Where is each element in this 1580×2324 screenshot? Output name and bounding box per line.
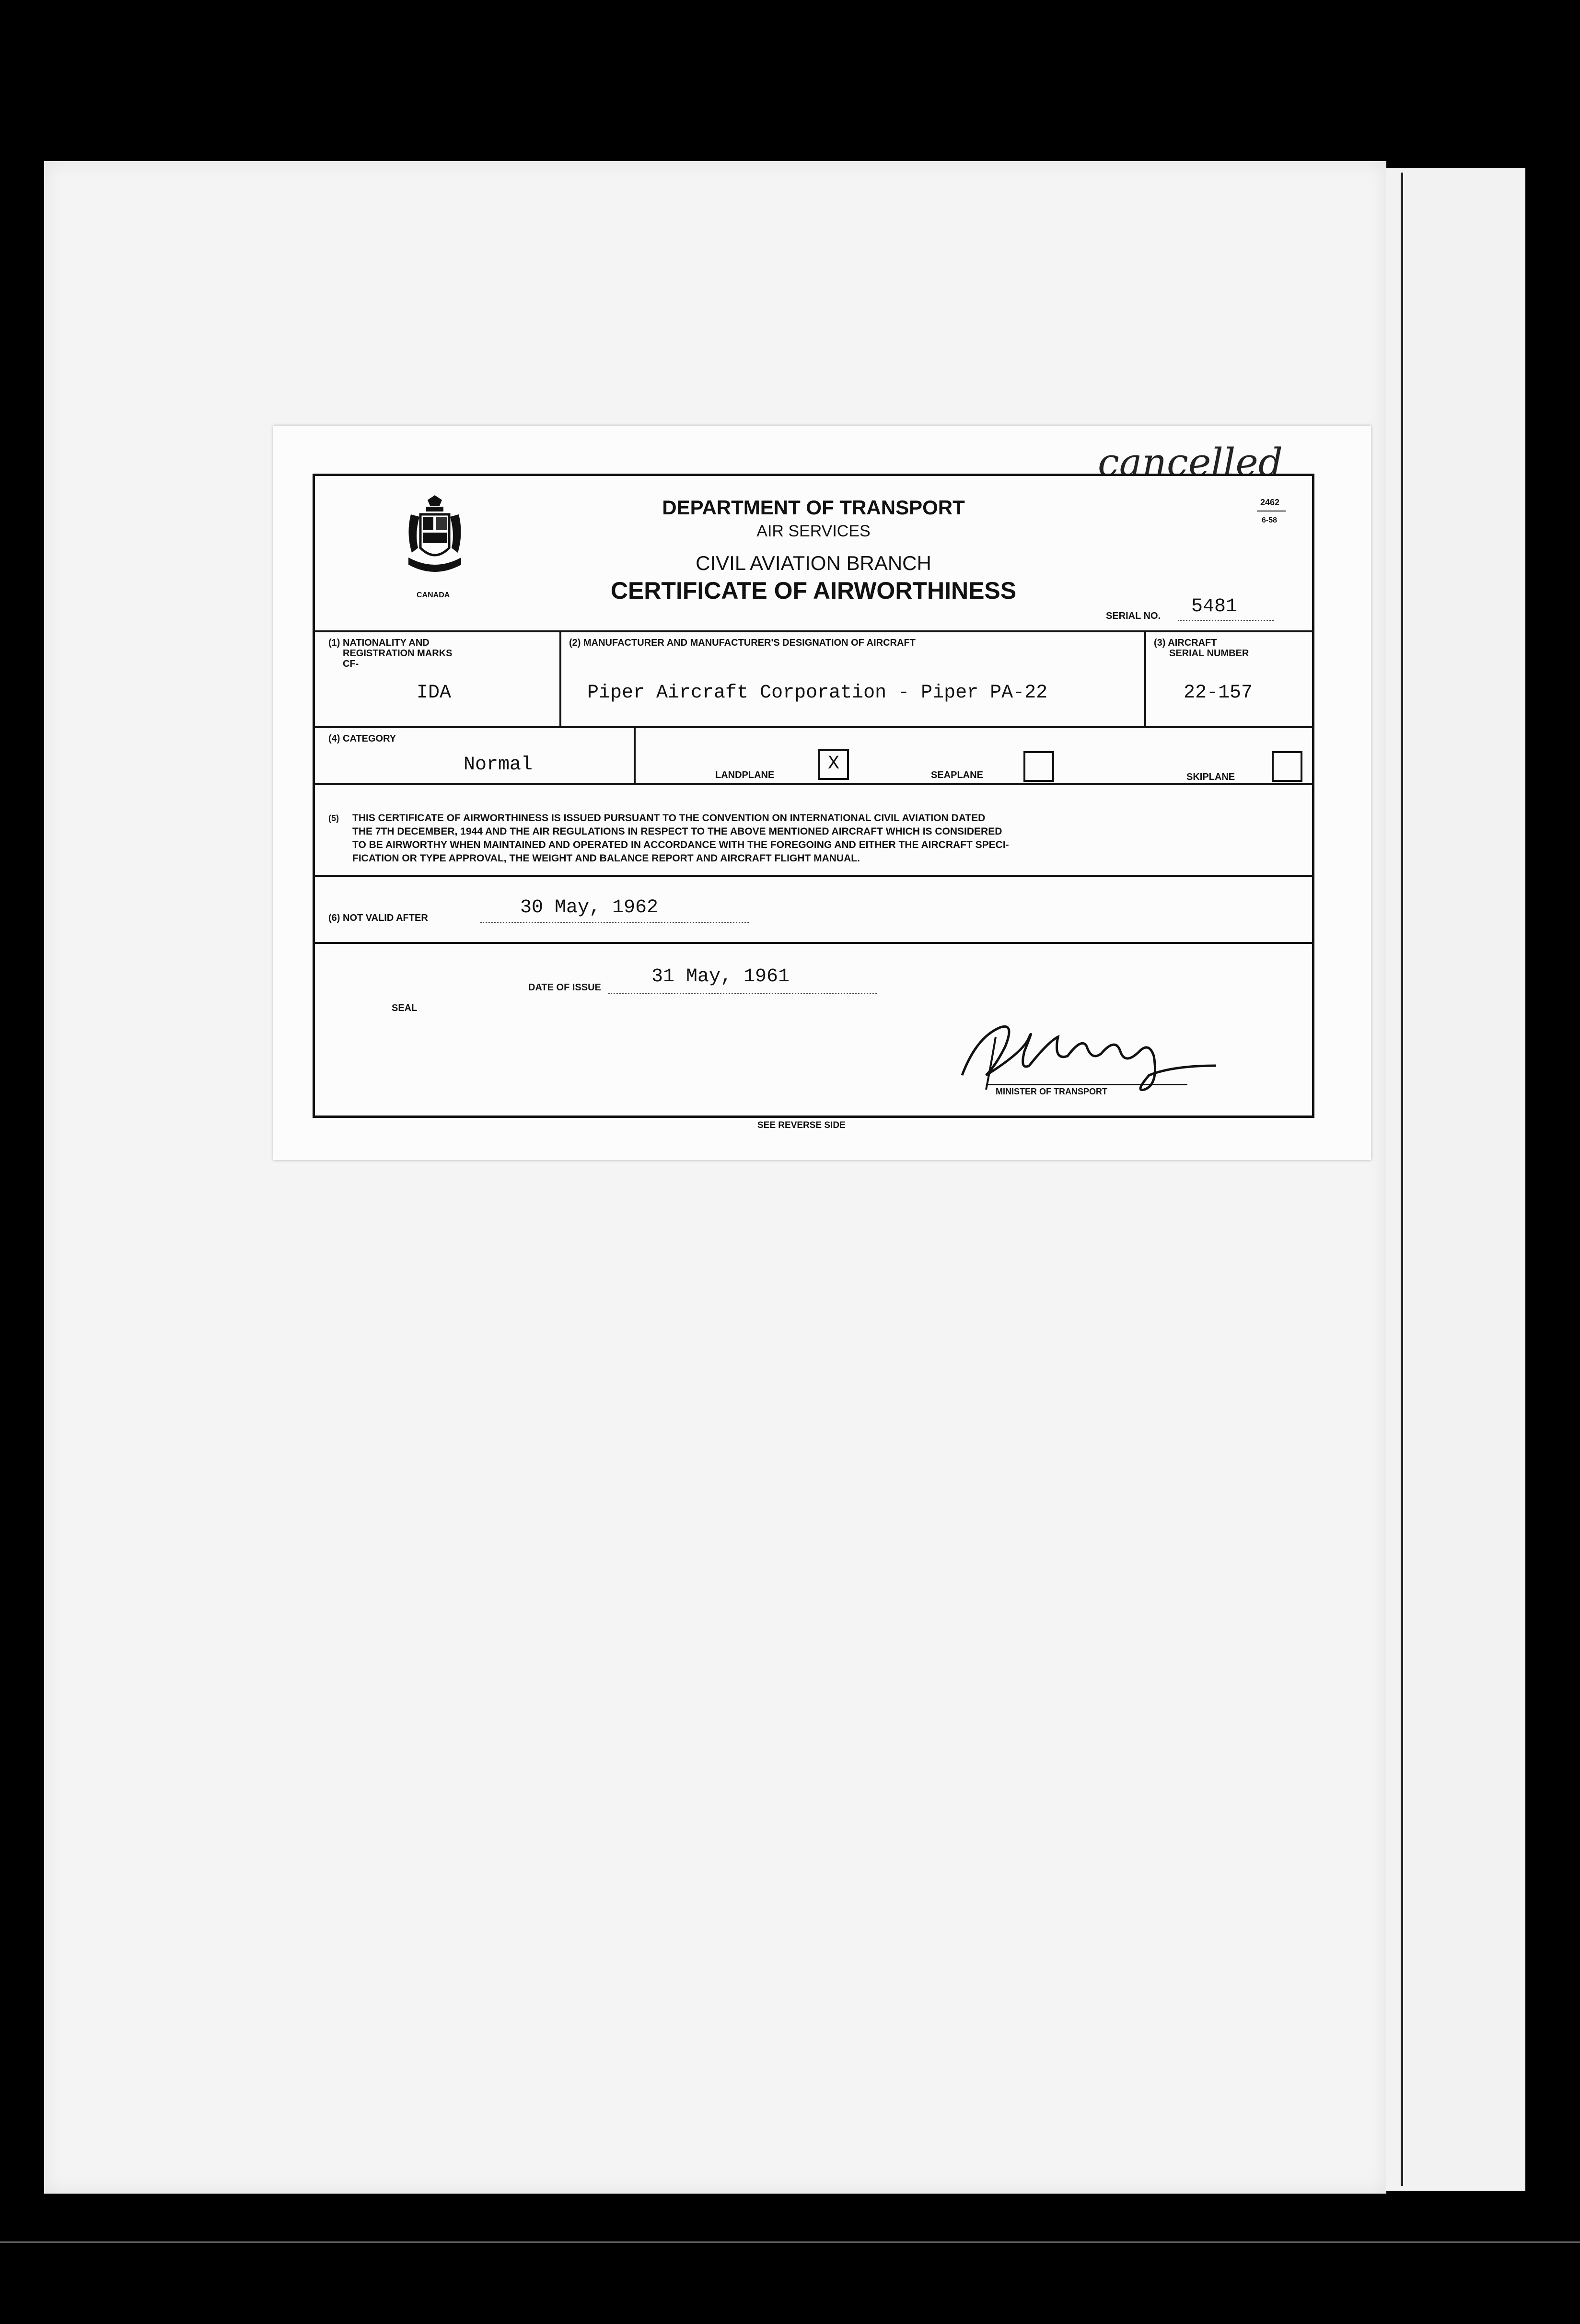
cancelled-annotation: cancelled: [1098, 440, 1283, 485]
seaplane-checkbox: [1023, 751, 1054, 782]
nationality-value: IDA: [417, 682, 452, 704]
manufacturer-label: (2) MANUFACTURER AND MANUFACTURER'S DESIGNATION OF AIRCRAFT: [569, 638, 916, 648]
date-of-issue-value: 31 May, 1961: [651, 966, 790, 988]
landplane-checkbox: [818, 749, 849, 780]
row5-top-border: [315, 942, 1312, 944]
date-of-issue-label: DATE OF ISSUE: [528, 982, 601, 993]
certificate-title: CERTIFICATE OF AIRWORTHINESS: [610, 577, 1017, 604]
nationality-label-line3: CF-: [343, 659, 359, 669]
branch-heading: CIVIL AVIATION BRANCH: [696, 552, 931, 574]
not-valid-after-dotline: [480, 922, 749, 923]
date-of-issue-dotline: [608, 993, 877, 994]
air-services-heading: AIR SERVICES: [756, 522, 871, 540]
department-heading: DEPARTMENT OF TRANSPORT: [662, 496, 965, 519]
row1-divider-2: [1144, 630, 1146, 726]
canada-label: CANADA: [417, 591, 450, 599]
row2-divider: [634, 726, 636, 783]
page-fold-line: [1401, 173, 1403, 2186]
row1-divider-1: [559, 630, 561, 726]
scan-border-line: [0, 2242, 1580, 2243]
row1-top-border: [315, 630, 1312, 632]
not-valid-after-label: (6) NOT VALID AFTER: [328, 913, 428, 923]
serial-no-label: SERIAL NO.: [1106, 611, 1161, 621]
statement-line-1: THIS CERTIFICATE OF AIRWORTHINESS IS ISSUED PURSUANT TO THE CONVENTION ON INTERNATIONAL CIVIL AVIATION DATED: [352, 813, 986, 824]
form-code: 2462: [1260, 498, 1280, 507]
statement-number: (5): [328, 813, 339, 823]
nationality-label-line2: REGISTRATION MARKS: [343, 648, 453, 659]
statement-line-3: TO BE AIRWORTHY WHEN MAINTAINED AND OPERATED IN ACCORDANCE WITH THE FOREGOING AND EITHER THE AIRCRAFT SPECI-: [352, 839, 1009, 850]
landplane-check-mark: X: [828, 753, 840, 775]
statement-line-4: FICATION OR TYPE APPROVAL, THE WEIGHT AND BALANCE REPORT AND AIRCRAFT FLIGHT MANUAL.: [352, 853, 860, 864]
document-page-edge: [1386, 168, 1525, 2191]
nationality-label-line1: (1) NATIONALITY AND: [328, 638, 430, 648]
skiplane-checkbox: [1272, 751, 1302, 782]
serial-no-dotline: [1178, 620, 1274, 621]
category-label: (4) CATEGORY: [328, 733, 396, 744]
not-valid-after-value: 30 May, 1962: [520, 897, 659, 918]
statement-line-2: THE 7TH DECEMBER, 1944 AND THE AIR REGULATIONS IN RESPECT TO THE ABOVE MENTIONED AIRCRAFT WHICH IS CONSIDERED: [352, 826, 1002, 837]
see-reverse-side-note: SEE REVERSE SIDE: [757, 1120, 846, 1130]
aircraft-serial-value: 22-157: [1184, 682, 1253, 704]
minister-of-transport-label: MINISTER OF TRANSPORT: [996, 1087, 1107, 1096]
landplane-label: LANDPLANE: [715, 770, 775, 780]
serial-no-value: 5481: [1191, 596, 1238, 617]
category-value: Normal: [464, 754, 533, 776]
seaplane-label: SEAPLANE: [931, 770, 983, 780]
aircraft-serial-label-line1: (3) AIRCRAFT: [1154, 638, 1217, 648]
row3-top-border: [315, 783, 1312, 785]
row2-top-border: [315, 726, 1312, 728]
row4-top-border: [315, 875, 1312, 877]
certificate-card: [273, 426, 1371, 1160]
certificate-form: [313, 474, 1314, 1118]
aircraft-serial-label-line2: SERIAL NUMBER: [1169, 648, 1249, 659]
seal-label: SEAL: [392, 1003, 418, 1013]
skiplane-label: SKIPLANE: [1186, 772, 1235, 782]
manufacturer-value: Piper Aircraft Corporation - Piper PA-22: [587, 682, 1048, 704]
minister-signature-line: [986, 1084, 1187, 1085]
form-date: 6-58: [1262, 516, 1278, 524]
